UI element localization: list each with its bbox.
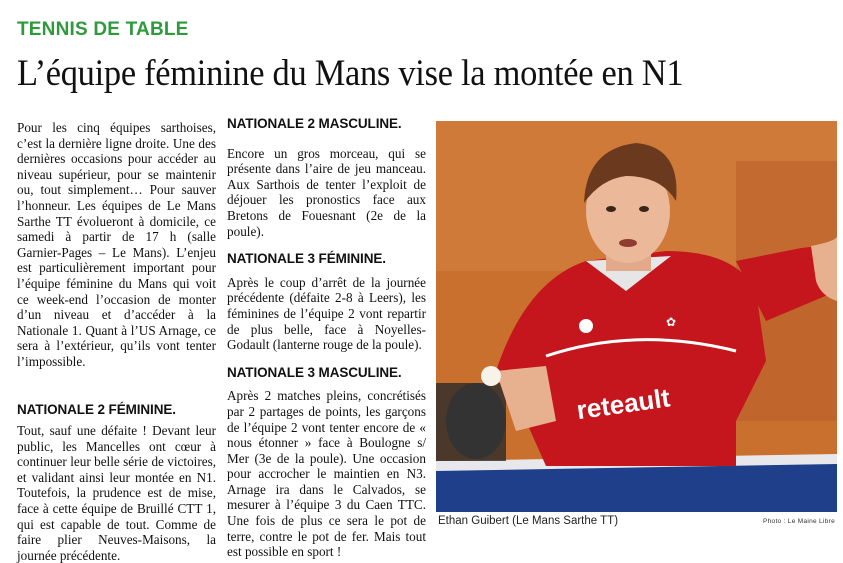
player-illustration [436,121,837,512]
article-intro: Pour les cinq équipes sarthoises, c’est la dernière ligne droite. Une des dernières occasions pour accéder au niveau supérieur, pour se maintenir ou, tout simplement… Pour sauver l’honneur. Les équipes de Le Mans Sarthe TT évolueront à domicile, ce samedi à partir de 17 h (salle Garnier-Pages – Le Mans). L’enjeu est particulièrement important pour l’équipe féminine du Mans qui voit ce week-end l’occasion de monter d’un niveau et d’accéder à la Nationale 1. Quant à l’US Arnage, ce sera à l’extérieur, qu’ils vont tenter l’impossible. [17,120,216,369]
photo-credit: Photo : Le Maine Libre [762,518,835,525]
club-logo-icon [579,319,593,333]
article-headline: L’équipe féminine du Mans vise la montée en N1 [17,53,684,94]
butterfly-icon: ✿ [666,315,677,329]
section-body-n3-feminine: Après le coup d’arrêt de la journée précédente (défaite 2-8 à Leers), les féminines de l’équipe 2 vont repartir de plus belle, face à Noyelles-Godault (lanterne rouge de la poule). [227,274,426,353]
section-rubric: TENNIS DE TABLE [17,19,189,40]
article-column-2 [227,116,426,560]
section-heading-n2-feminine: NATIONALE 2 FÉMININE. [17,401,176,417]
paddle-icon [446,383,506,459]
article-column-1 [17,120,216,563]
section-heading-n2-masculine: NATIONALE 2 MASCULINE. [227,116,402,131]
shirt-sponsor: reteault [574,382,672,426]
photo-caption: Ethan Guibert (Le Mans Sarthe TT) [438,515,619,527]
section-body-n2-feminine: Tout, sauf une défaite ! Devant leur public, les Mancelles ont cœur à continuer leur belle série de victoires, et validant ainsi leur montée en N1. Toutefois, la prudence est de mise, face à cette équipe de Bruillé CTT 1, qui est capable de tout. Comme de faire plier Neuves-Maisons, la journée précédente. [17,423,216,563]
section-body-n2-masculine: Encore un gros morceau, qui se présente dans l’aire de jeu manceau. Aux Sarthois de tenter l’exploit de déjouer les pronostics face aux Bretons de Fouesnant (2e de la poule). [227,145,426,239]
section-heading-n3-feminine: NATIONALE 3 FÉMININE. [227,251,386,267]
section-heading-n3-masculine: NATIONALE 3 MASCULINE. [227,364,402,380]
ball-icon [481,366,501,386]
article-photo [436,121,837,512]
section-body-n3-masculine: Après 2 matches pleins, concrétisés par 2 partages de points, les garçons de l’équipe 2 vont tenter encore de « nous étonner » face à Boulogne s/ Mer (3e de la poule). Une occasion pour accrocher le maintien en N3. Arnage ira dans le Calvados, se mesurer à l’équipe 3 du Caen TTC. Une fois de plus ce sera le pot de terre, contre le pot de fer. Mais tout est possible en sport ! [227,388,426,560]
